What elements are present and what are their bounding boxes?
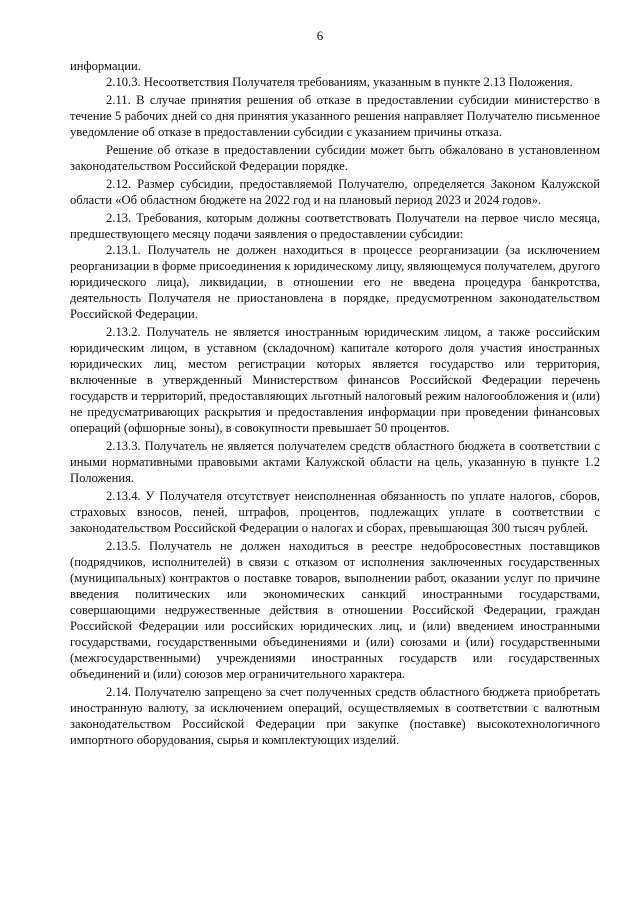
paragraph-2-12: 2.12. Размер субсидии, предоставляемой Получателю, определяется Законом Калужской области «Об областном бюджете на 2022 год и на плановый период 2023 и 2024 годов». <box>70 177 600 207</box>
paragraph-2-10-3: 2.10.3. Несоответствия Получателя требованиям, указанным в пункте 2.13 Положения. <box>106 75 573 89</box>
paragraph-2-13-1: 2.13.1. Получатель не должен находиться в процессе реорганизации (за исключением реорганизации в форме присоединения к юридическому лицу, являющемуся получателем, другого юридического лица), ликвидации, в отношении его не введена процедура банкротства, деятельность Получателя не приостановлена в порядке, предусмотренном законодательством Российской Федерации. <box>70 243 600 321</box>
paragraph-2-13-4: 2.13.4. У Получателя отсутствует неисполненная обязанность по уплате налогов, сборов, страховых взносов, пеней, штрафов, процентов, подлежащих уплате в соответствии с законодательством Российской Федерации о налогах и сборах, превышающая 300 тысяч рублей. <box>70 489 600 535</box>
paragraph-appeal: Решение об отказе в предоставлении субсидии может быть обжаловано в установленном законодательством Российской Федерации порядке. <box>70 143 600 173</box>
page-number: 6 <box>316 28 324 43</box>
paragraph-2-13: 2.13. Требования, которым должны соответствовать Получатели на первое число месяца, предшествующего месяцу подачи заявления о предоставлении субсидии: <box>70 211 600 241</box>
paragraph-2-14: 2.14. Получателю запрещено за счет полученных средств областного бюджета приобретать иностранную валюту, за исключением операций, осуществляемых в соответствии с валютным законодательством Российской Федерации при закупке (поставке) высокотехнологичного импортного оборудования, сырья и комплектующих изделий. <box>70 685 600 747</box>
paragraph-2-13-2: 2.13.2. Получатель не является иностранным юридическим лицом, а также российским юридическим лицом, в уставном (складочном) капитале которого доля участия иностранных юридических лиц, местом регистрации которых является государство или территория, включенные в утвержденный Министерством финансов Российской Федерации перечень государств и территорий, предоставляющих льготный налоговый режим налогообложения и (или) не предусматривающих раскрытия и предоставления информации при проведении финансовых операций (офшорные зоны), в совокупности превышает 50 процентов. <box>70 325 600 435</box>
paragraph-2-13-3: 2.13.3. Получатель не является получателем средств областного бюджета в соответствии с иными нормативными правовыми актами Калужской области на цель, указанную в пункте 1.2 Положения. <box>70 439 600 485</box>
paragraph-continuation: информации. <box>70 59 141 73</box>
paragraph-2-13-5: 2.13.5. Получатель не должен находиться в реестре недобросовестных поставщиков (подрядчиков, исполнителей) в связи с отказом от исполнения заключенных государственных (муниципальных) контрактов о поставке товаров, выполнении работ, оказании услуг по причине введения политических или экономических санкций иностранными государствами, совершающими недружественные действия в отношении Российской Федерации, граждан Российской Федерации или российских юридических лиц, и (или) введением иностранными государствами, государственными объединениями и (или) союзами и (или) государственными (межгосударственными) учреждениями иностранных государств или государственных объединений и (или) союзов мер ограничительного характера. <box>70 539 600 681</box>
document-body <box>70 58 600 748</box>
paragraph-2-11: 2.11. В случае принятия решения об отказе в предоставлении субсидии министерство в течение 5 рабочих дней со дня принятия указанного решения направляет Получателю письменное уведомление об отказе в предоставлении субсидии с указанием причины отказа. <box>70 93 600 139</box>
